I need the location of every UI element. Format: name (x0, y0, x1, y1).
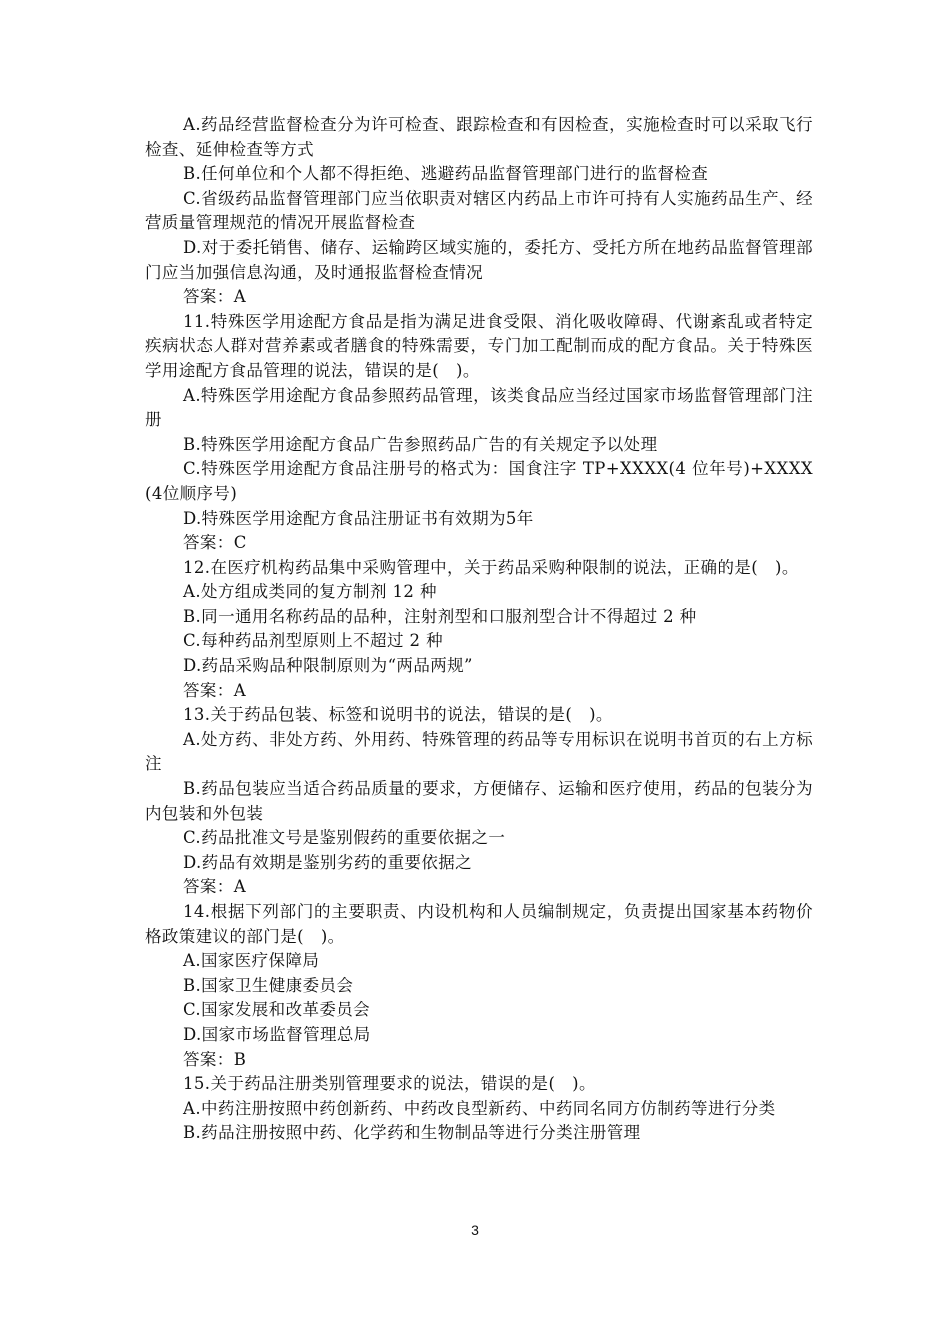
option-a-q15: A.中药注册按照中药创新药、中药改良型新药、中药同名同方仿制药等进行分类 (183, 1098, 776, 1118)
option-b-q11: B.特殊医学用途配方食品广告参照药品广告的有关规定予以处理 (183, 434, 658, 454)
option-a-q13: A.处方药、非处方药、外用药、特殊管理的药品等专用标识在说明书首页的右上方标注 (145, 729, 813, 774)
question-14: 14.根据下列部门的主要职责、内设机构和人员编制规定，负责提出国家基本药物价格政策建议的部门是( )。 (145, 902, 813, 946)
answer-q12: 答案：A (183, 680, 247, 700)
option-a-q10: A.药品经营监督检查分为许可检查、跟踪检查和有因检查，实施检查时可以采取飞行检查、延伸检查等方式 (145, 115, 813, 159)
option-c-q14: C.国家发展和改革委员会 (183, 1000, 371, 1020)
option-c-q12: C.每种药品剂型原则上不超过 2 种 (183, 631, 443, 651)
page-number: 3 (471, 1222, 479, 1238)
option-d-q14: D.国家市场监督管理总局 (183, 1024, 371, 1044)
option-c-q13: C.药品批准文号是鉴别假药的重要依据之一 (183, 828, 506, 848)
question-12: 12.在医疗机构药品集中采购管理中，关于药品采购种限制的说法，正确的是( )。 (183, 557, 799, 577)
question-15: 15.关于药品注册类别管理要求的说法，错误的是( )。 (183, 1074, 596, 1094)
answer-q13: 答案：A (183, 877, 247, 897)
option-d-q13: D.药品有效期是鉴别劣药的重要依据之 (183, 852, 473, 872)
option-d-q10: D.对于委托销售、储存、运输跨区域实施的，委托方、受托方所在地药品监督管理部门应当加强信息沟通，及时通报监督检查情况 (145, 237, 813, 282)
option-c-q11: C.特殊医学用途配方食品注册号的格式为：国食注字 TP+XXXX(4 位年号)+XXXX(4位顺序号) (145, 459, 813, 503)
option-b-q10: B.任何单位和个人都不得拒绝、逃避药品监督管理部门进行的监督检查 (183, 164, 709, 184)
option-d-q12: D.药品采购品种限制原则为“两品两规” (183, 656, 473, 676)
question-13: 13.关于药品包装、标签和说明书的说法，错误的是( )。 (183, 705, 613, 725)
document-body (145, 113, 813, 1146)
question-11: 11.特殊医学用途配方食品是指为满足进食受限、消化吸收障碍、代谢紊乱或者特定疾病状态人群对营养素或者膳食的特殊需要，专门加工配制而成的配方食品。关于特殊医学用途配方食品管理的说法，错误的是( )。 (145, 311, 813, 380)
option-b-q14: B.国家卫生健康委员会 (183, 975, 354, 995)
option-c-q10: C.省级药品监督管理部门应当依职责对辖区内药品上市许可持有人实施药品生产、经营质量管理规范的情况开展监督检查 (145, 188, 813, 233)
option-b-q13: B.药品包装应当适合药品质量的要求，方便储存、运输和医疗使用，药品的包装分为内包装和外包装 (145, 779, 813, 823)
option-a-q12: A.处方组成类同的复方制剂 12 种 (183, 582, 437, 602)
option-b-q15: B.药品注册按照中药、化学药和生物制品等进行分类注册管理 (183, 1123, 641, 1143)
answer-q10: 答案：A (183, 287, 247, 307)
option-a-q11: A.特殊医学用途配方食品参照药品管理，该类食品应当经过国家市场监督管理部门注册 (145, 385, 813, 430)
option-a-q14: A.国家医疗保障局 (183, 951, 320, 971)
option-b-q12: B.同一通用名称药品的品种，注射剂型和口服剂型合计不得超过 2 种 (183, 606, 697, 626)
answer-q11: 答案：C (183, 533, 247, 553)
answer-q14: 答案：B (183, 1049, 247, 1069)
option-d-q11: D.特殊医学用途配方食品注册证书有效期为5年 (183, 508, 534, 528)
